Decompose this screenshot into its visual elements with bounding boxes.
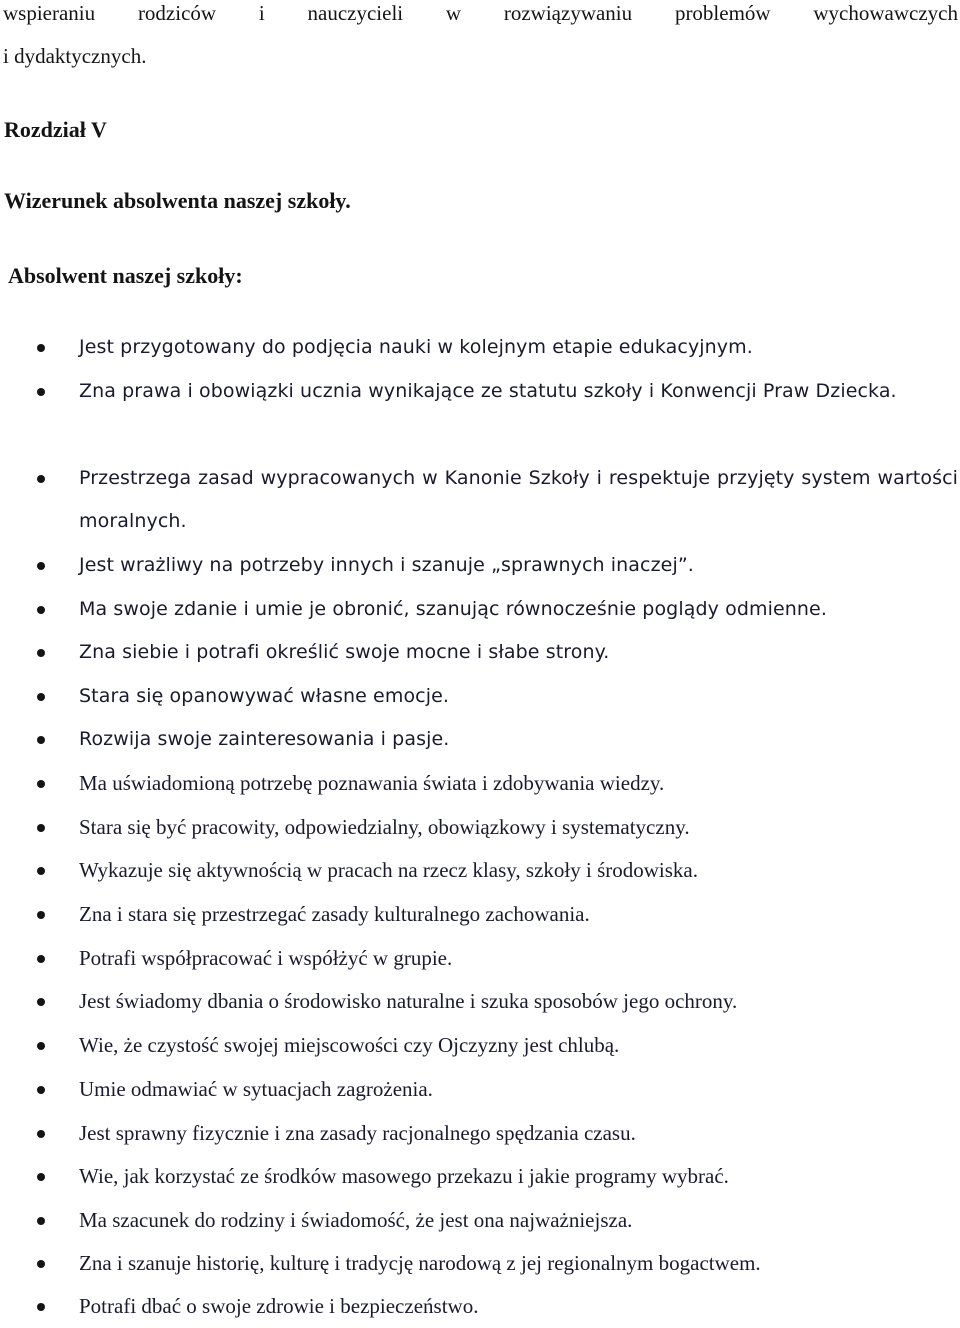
list-item-text: Zna siebie i potrafi określić swoje mocne i słabe strony. [79, 641, 610, 663]
bullet-icon [37, 475, 45, 483]
intro-line-1: wspieraniu rodziców i nauczycieli w rozwiązywaniu problemów wychowawczych [3, 1, 958, 25]
bullet-icon [37, 1173, 45, 1181]
list-item-text: Jest sprawny fizycznie i zna zasady racjonalnego spędzania czasu. [79, 1121, 636, 1145]
list-item-text: Jest wrażliwy na potrzeby innych i szanuje „sprawnych inaczej”. [79, 554, 694, 576]
bullet-icon [37, 736, 45, 744]
list-item-text: Rozwija swoje zainteresowania i pasje. [79, 728, 450, 750]
bullet-icon [37, 1303, 45, 1311]
bullet-icon [37, 344, 45, 352]
bullet-icon [37, 867, 45, 875]
list-item-text: Jest świadomy dbania o środowisko naturalne i szuka sposobów jego ochrony. [79, 989, 738, 1013]
list-item-text: Umie odmawiać w sytuacjach zagrożenia. [79, 1077, 433, 1101]
list-item-text: Wie, że czystość swojej miejscowości czy Ojczyzny jest chlubą. [79, 1033, 620, 1057]
bullet-icon [37, 1217, 45, 1225]
bullet-icon [37, 1042, 45, 1050]
intro-paragraph [3, 0, 958, 86]
intro-line-2: i dydaktycznych. [3, 44, 147, 68]
list-item-text: Potrafi współpracować i współżyć w grupie. [79, 946, 453, 970]
bullet-icon [37, 562, 45, 570]
bullet-icon [37, 1130, 45, 1138]
list-item-text: Stara się być pracowity, odpowiedzialny, obowiązkowy i systematyczny. [79, 815, 690, 839]
bullet-icon [37, 1086, 45, 1094]
chapter-title: Rozdział V [4, 117, 107, 142]
list-item-text: Stara się opanowywać własne emocje. [79, 685, 450, 707]
list-item-text: Zna i szanuje historię, kulturę i tradycję narodową z jej regionalnym bogactwem. [79, 1251, 761, 1275]
bullet-icon [37, 693, 45, 701]
bullet-icon [37, 824, 45, 832]
list-item-text: Zna i stara się przestrzegać zasady kulturalnego zachowania. [79, 902, 590, 926]
list-item-text: Jest przygotowany do podjęcia nauki w kolejnym etapie edukacyjnym. [79, 336, 753, 358]
list-item-text: Ma swoje zdanie i umie je obronić, szanując równocześnie poglądy odmienne. [79, 598, 827, 620]
bullet-icon [37, 911, 45, 919]
list-item-text: Wykazuje się aktywnością w pracach na rzecz klasy, szkoły i środowiska. [79, 858, 698, 882]
bullet-icon [37, 998, 45, 1006]
bullet-icon [37, 606, 45, 614]
list-intro: Absolwent naszej szkoły: [8, 263, 243, 288]
list-item-text: Potrafi dbać o swoje zdrowie i bezpieczeństwo. [79, 1294, 479, 1318]
chapter-subtitle: Wizerunek absolwenta naszej szkoły. [4, 188, 351, 213]
bullet-icon [37, 649, 45, 657]
list-item-text: Przestrzega zasad wypracowanych w Kanonie Szkoły i respektuje przyjęty system wartości moralnych. [79, 467, 958, 532]
bullet-icon [37, 780, 45, 788]
list-item-text: Ma uświadomioną potrzebę poznawania świata i zdobywania wiedzy. [79, 771, 665, 795]
list-item-text: Ma szacunek do rodziny i świadomość, że jest ona najważniejsza. [79, 1208, 633, 1232]
bullet-icon [37, 955, 45, 963]
list-item-text: Wie, jak korzystać ze środków masowego przekazu i jakie programy wybrać. [79, 1164, 729, 1188]
bullet-icon [37, 388, 45, 396]
list-item-text: Zna prawa i obowiązki ucznia wynikające ze statutu szkoły i Konwencji Praw Dziecka. [79, 380, 897, 402]
bullet-icon [37, 1260, 45, 1268]
